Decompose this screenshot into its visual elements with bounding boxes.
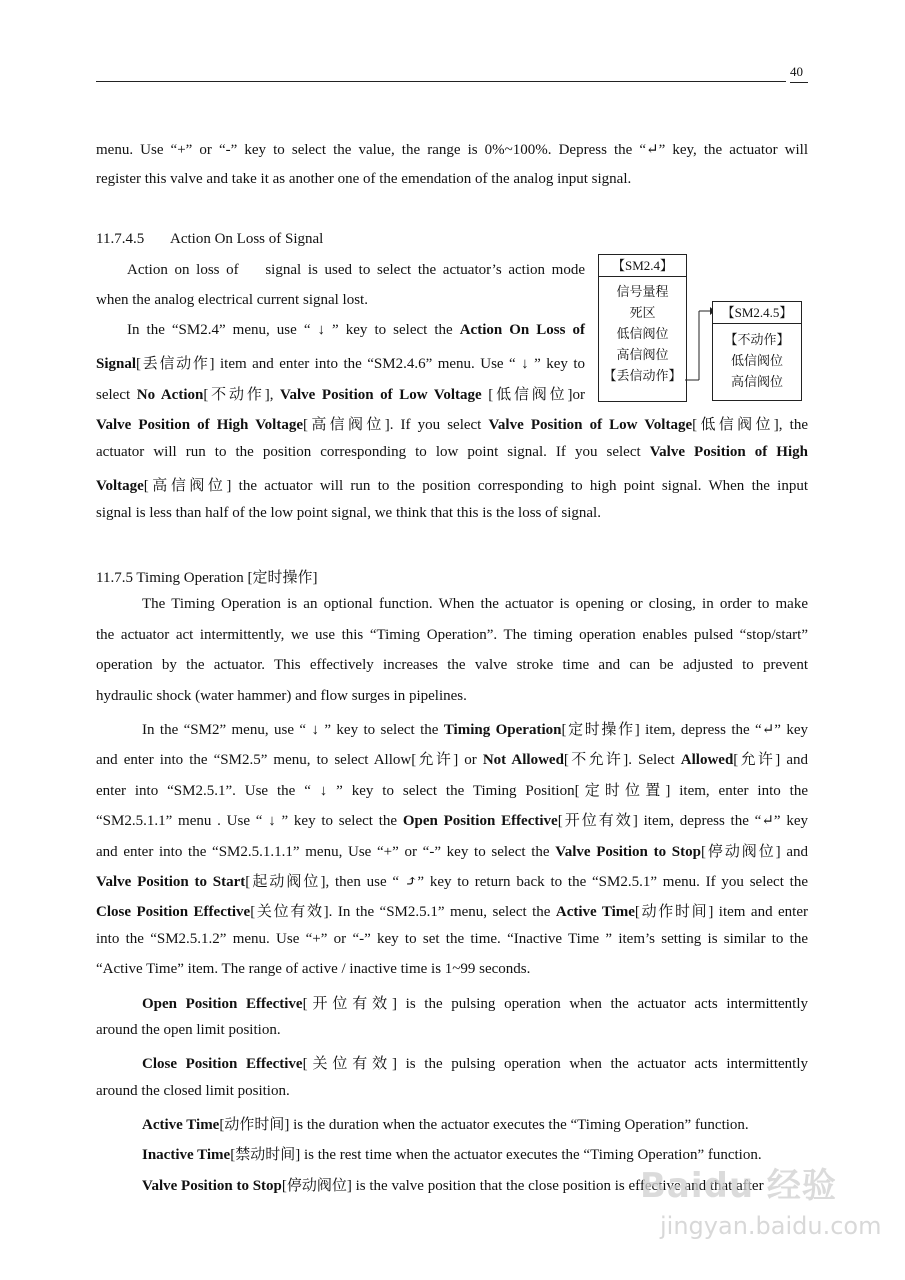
menu-box-sm24-item: 高信阀位 [616, 347, 669, 362]
s1-line-4 [96, 352, 585, 373]
s1-line-5-b: No Action [136, 387, 204, 403]
p2-a2: Timing Operation [443, 722, 562, 738]
p2-a1: In the “SM2” menu, use “ ↓ ” key to select the [142, 722, 444, 738]
s1-line-6-c: Valve Position of Low Voltage [488, 417, 693, 433]
p7-body: [停动阀位] is the valve position that the close position is effective and that after [281, 1178, 764, 1194]
s1-line-7-b: Valve Position of High [649, 444, 808, 460]
p7-term: Valve Position to Stop [142, 1178, 282, 1194]
p2-line-3: enter into “SM2.5.1”. Use the “ ↓ ” key to select the Timing Position[定时位置] item, enter into the [96, 783, 808, 799]
menu-box-sm24-item: 信号量程 [616, 284, 669, 299]
p2-d1: “SM2.5.1.1” menu . Use “ ↓ ” key to select the [96, 813, 403, 829]
menu-box-sm245-item: 【不动作】 [724, 332, 790, 347]
p4-body: [关位有效] is the pulsing operation when the actuator acts intermittently [302, 1056, 808, 1072]
p2-line-4 [96, 809, 808, 830]
s1-line-2: when the analog electrical current signal lost. [96, 292, 368, 308]
menu-box-sm24-title: 【SM2.4】 [599, 255, 686, 277]
menu-box-sm245-item: 高信阀位 [730, 374, 783, 389]
p6-body: [禁动时间] is the rest time when the actuator executes the “Timing Operation” function. [230, 1147, 762, 1163]
p6-term: Inactive Time [142, 1147, 231, 1163]
s1-line-5-e: [低信阀位]or [481, 387, 585, 403]
s1-line-1: Action on loss of signal is used to select the actuator’s action mode [127, 262, 585, 278]
menu-box-sm245 [712, 301, 802, 401]
p2-b3: [不允许]. Select [563, 752, 681, 768]
p2-b5: [允许] and [733, 752, 808, 768]
p2-f2: [起动阀位], then use “ ⤴” key to return back to the “SM2.5.1” menu. If you select the [245, 874, 808, 890]
p2-a3: [定时操作] item, depress the “↵” key [561, 722, 808, 738]
s1-line-5 [96, 383, 585, 404]
intro-line-2: register this valve and take it as another one of the emendation of the analog input signal. [96, 171, 632, 187]
p2-g4: [动作时间] item and enter [634, 904, 808, 920]
p2-line-8: into the “SM2.5.1.2” menu. Use “+” or “-” key to set the time. “Inactive Time ” item’s setting is similar to the [96, 931, 808, 947]
s1-line-6-a: Valve Position of High Voltage [96, 417, 303, 433]
s1-line-8 [96, 474, 808, 495]
p2-line-6 [96, 870, 808, 891]
p4-line-2: around the closed limit position. [96, 1083, 290, 1099]
p2-b4: Allowed [680, 752, 734, 768]
p3-body: [开位有效] is the pulsing operation when the actuator acts intermittently [302, 996, 808, 1012]
s1-line-7 [96, 444, 808, 461]
p2-d3: [开位有效] item, depress the “↵” key [557, 813, 808, 829]
menu-box-sm245-title: 【SM2.4.5】 [713, 302, 801, 324]
p1-line-3: operation by the actuator. This effectively increases the valve stroke time and can be adjusted to prevent [96, 657, 808, 673]
menu-box-sm24-item: 【丢信动作】 [603, 368, 682, 383]
p2-g3: Active Time [555, 904, 635, 920]
s1-line-9: signal is less than half of the low point signal, we think that this is the loss of signal. [96, 505, 601, 521]
intro-line-1: menu. Use “+” or “-” key to select the value, the range is 0%~100%. Depress the “↵” key, the actuator will [96, 142, 808, 158]
s1-line-8-b: [高信阀位] the actuator will run to the position corresponding to high point signal. When the input [143, 478, 808, 494]
p5-line [142, 1113, 749, 1134]
page-number-underline [790, 82, 808, 83]
p2-line-1 [142, 718, 808, 739]
section-title: Action On Loss of Signal [170, 231, 324, 247]
s1-line-6-b: [高信阀位]. If you select [303, 417, 489, 433]
header-rule [96, 81, 786, 82]
p2-f1: Valve Position to Start [96, 874, 246, 890]
p2-line-9: “Active Time” item. The range of active / inactive time is 1~99 seconds. [96, 961, 531, 977]
s1-line-4-text: [丢信动作] item and enter into the “SM2.4.6” menu. Use “ ↓ ” key to [136, 356, 585, 372]
s1-line-3-bold: Action On Loss of [459, 322, 585, 338]
p2-g1: Close Position Effective [96, 904, 251, 920]
s1-line-6-d: [低信阀位], the [692, 417, 808, 433]
p3-term: Open Position Effective [142, 996, 303, 1012]
p2-line-2 [96, 748, 808, 769]
s1-line-5-d: Valve Position of Low Voltage [280, 387, 482, 403]
menu-box-sm245-item: 低信阀位 [730, 353, 783, 368]
p2-g2: [关位有效]. In the “SM2.5.1” menu, select the [250, 904, 556, 920]
menu-box-sm24-item: 低信阀位 [616, 326, 669, 341]
menu-box-sm24 [598, 254, 687, 402]
s1-line-5-a: select [96, 387, 137, 403]
p5-body: [动作时间] is the duration when the actuator executes the “Timing Operation” function. [219, 1117, 749, 1133]
s1-line-5-c: [不动作], [203, 387, 281, 403]
p2-b2: Not Allowed [482, 752, 564, 768]
p2-line-5 [96, 840, 808, 861]
p1-line-1: The Timing Operation is an optional function. When the actuator is opening or closing, in order to make [142, 596, 808, 612]
watermark-url: jingyan.baidu.com [660, 1212, 882, 1240]
p4-line-1 [142, 1052, 808, 1073]
p2-e2: Valve Position to Stop [555, 844, 701, 860]
s1-line-4-bold: Signal [96, 356, 137, 372]
p2-b1: and enter into the “SM2.5” menu, to select Allow[允许] or [96, 752, 483, 768]
menu-box-sm24-item: 死区 [629, 305, 656, 320]
s1-line-8-a: Voltage [96, 478, 144, 494]
s1-line-3-text: In the “SM2.4” menu, use “ ↓ ” key to select the [127, 322, 460, 338]
p1-line-4: hydraulic shock (water hammer) and flow surges in pipelines. [96, 688, 467, 704]
p2-e1: and enter into the “SM2.5.1.1.1” menu, Use “+” or “-” key to select the [96, 844, 556, 860]
p3-line-2: around the open limit position. [96, 1022, 281, 1038]
diagram-connector [685, 300, 715, 390]
s1-line-6 [96, 413, 808, 434]
p4-term: Close Position Effective [142, 1056, 303, 1072]
p3-line-1 [142, 992, 808, 1013]
p2-line-7 [96, 900, 808, 921]
section-heading-timing: 11.7.5 Timing Operation [定时操作] [96, 570, 318, 586]
p2-e3: [停动阀位] and [700, 844, 808, 860]
p5-term: Active Time [142, 1117, 220, 1133]
watermark-logo: Baidu 经验 [640, 1166, 837, 1206]
s1-line-7-a: actuator will run to the position corresponding to low point signal. If you select [96, 444, 650, 460]
section-number: 11.7.4.5 [96, 231, 145, 247]
s1-line-3 [127, 322, 585, 339]
p2-d2: Open Position Effective [402, 813, 558, 829]
page-number: 40 [790, 64, 803, 79]
p1-line-2: the actuator act intermittently, we use this “Timing Operation”. The timing operation enables pulsed “stop/start” [96, 627, 808, 643]
